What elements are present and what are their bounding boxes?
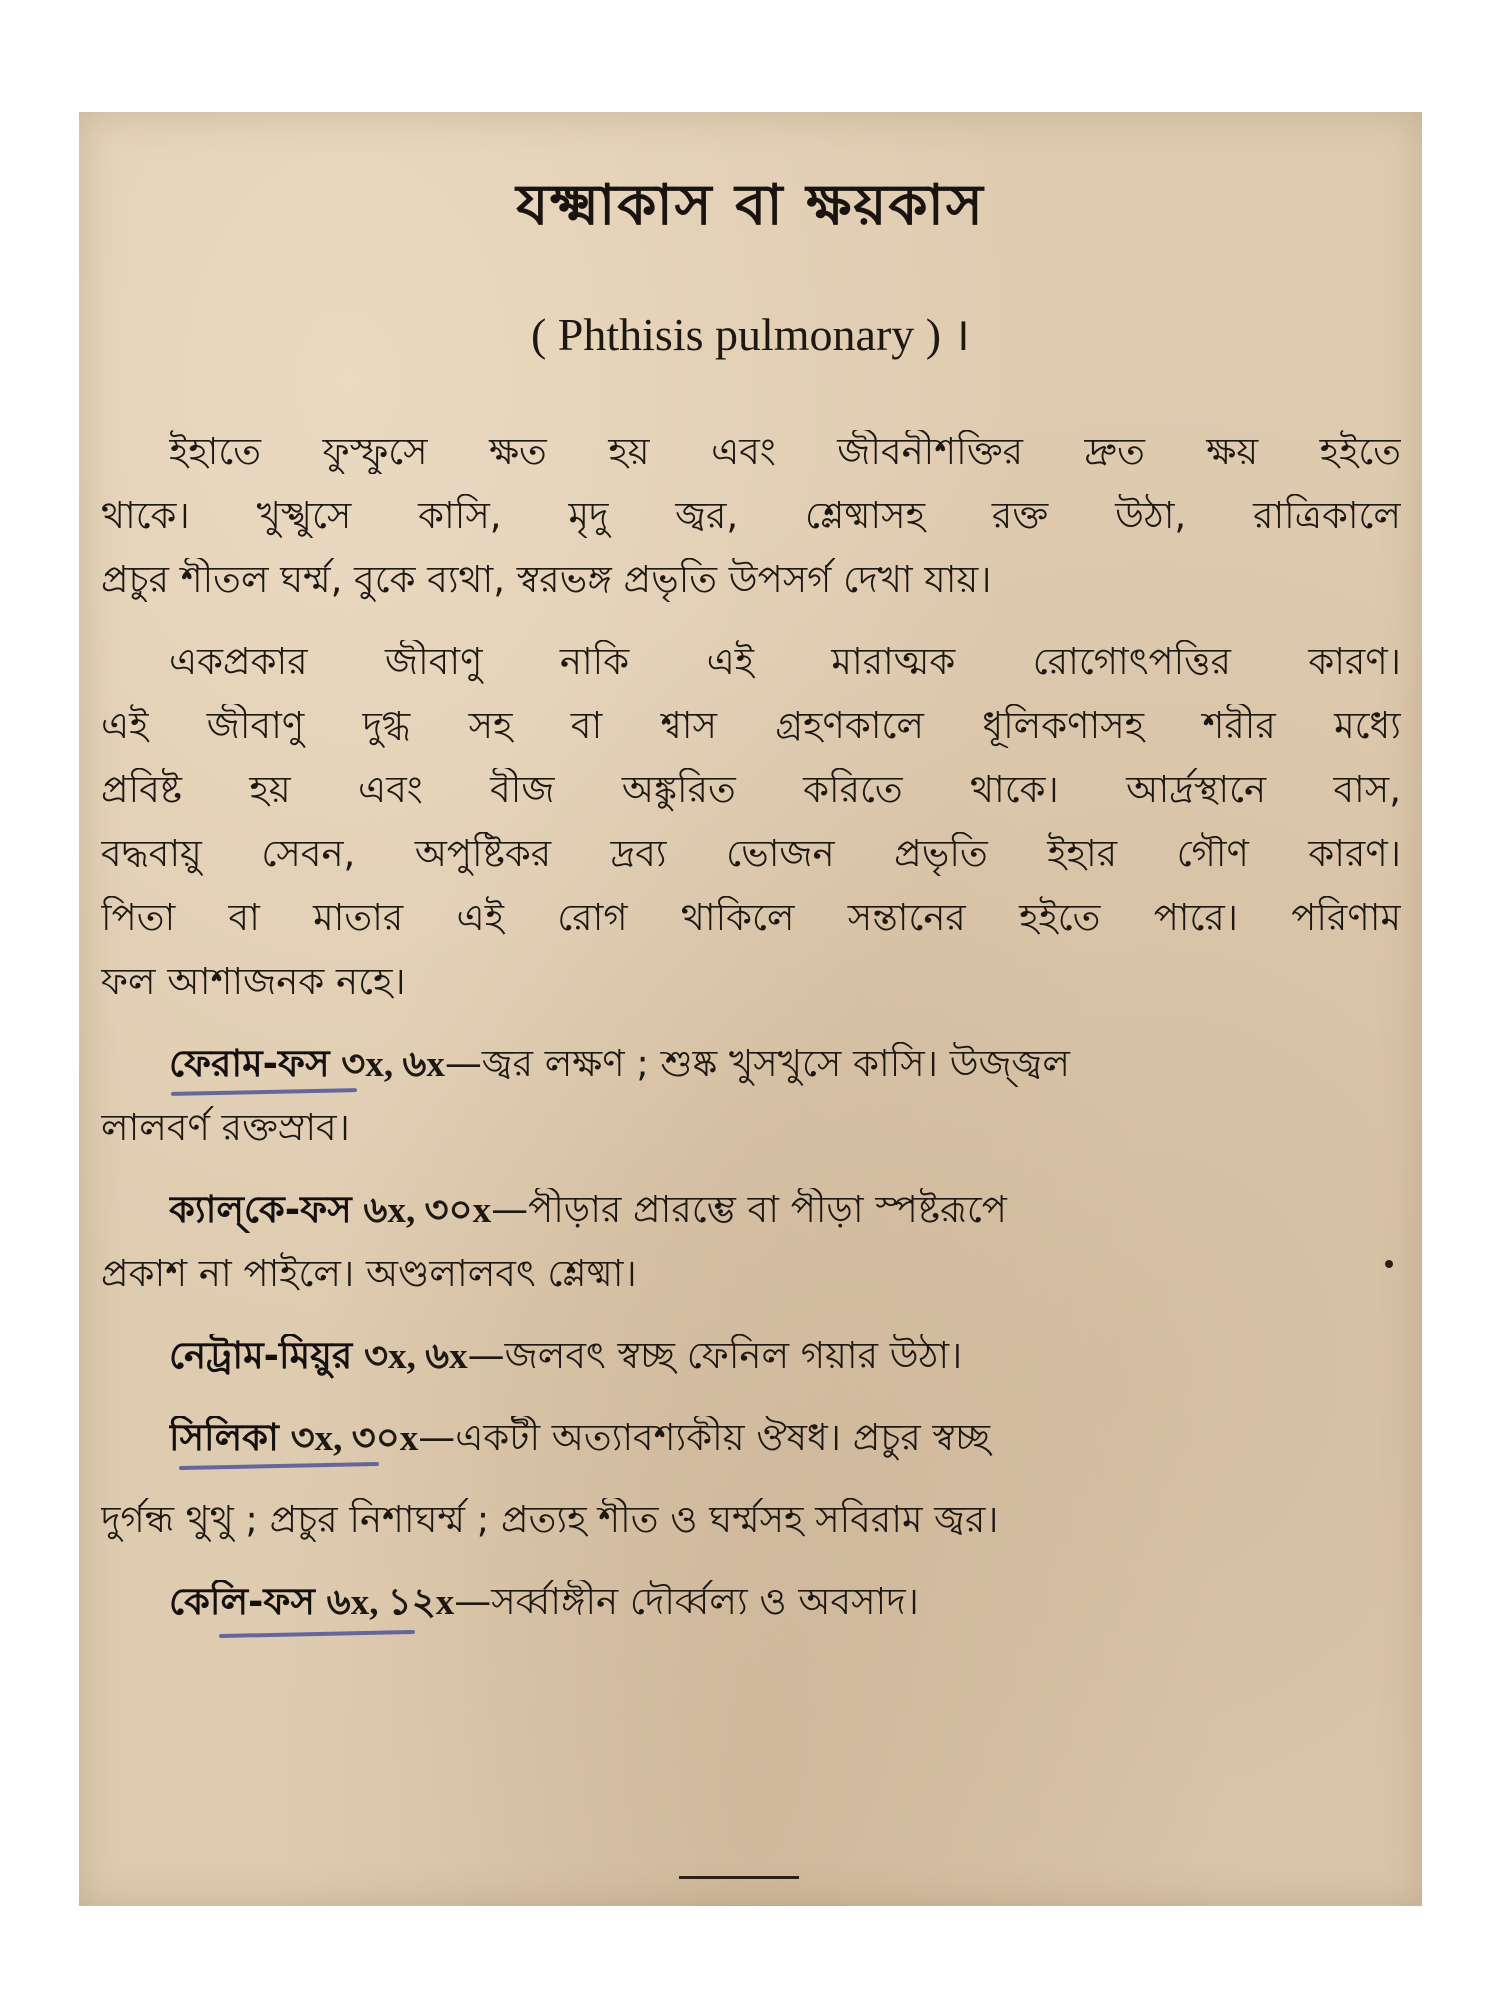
remedy-description: —একটী অত্যাবশ্যকীয় ঔষধ। প্রচুর স্বচ্ছ: [418, 1416, 991, 1459]
remedy-dose: ৬x, ১২x: [326, 1582, 455, 1623]
remedy-description: —জলবৎ স্বচ্ছ ফেনিল গয়ার উঠা।: [467, 1334, 963, 1377]
paragraph2-line5: পিতা বা মাতার এই রোগ থাকিলে সন্তানের হইতে পারে। পরিণাম: [101, 896, 1401, 939]
page-title: যক্ষ্মাকাস বা ক্ষয়কাস: [516, 173, 985, 238]
remedy-entry: [169, 1188, 1401, 1233]
book-page: [79, 112, 1422, 1906]
remedy-dose: ৩x, ৩০x: [290, 1418, 419, 1459]
remedy-description: —জ্বর লক্ষণ ; শুষ্ক খুসখুসে কাসি। উজ্জ্বল: [444, 1042, 1070, 1085]
paragraph1-line2: থাকে। খুস্খুসে কাসি, মৃদু জ্বর, শ্লেষ্মাসহ রক্ত উঠা, রাত্রিকালে: [101, 494, 1401, 537]
remedy-name: ক্যাল্‌কে-ফস: [169, 1188, 352, 1231]
paragraph1-line1: ইহাতে ফুস্ফুসে ক্ষত হয় এবং জীবনীশক্তির দ্রুত ক্ষয় হইতে: [169, 430, 1401, 473]
remedy-entry: [169, 1416, 1401, 1461]
paragraph2-line2: এই জীবাণু দুগ্ধ সহ বা শ্বাস গ্রহণকালে ধূলিকণাসহ শরীর মধ্যে: [101, 704, 1401, 747]
paragraph2-line6: ফল আশাজনক নহে।: [101, 960, 406, 1003]
pen-underline: [219, 1630, 415, 1638]
remedy-entry: [169, 1334, 1401, 1379]
remedy-continuation: লালবর্ণ রক্তস্রাব।: [101, 1106, 350, 1149]
remedy-dose: ৩x, ৬x: [341, 1044, 445, 1085]
remedy-name: নেট্রাম-মিয়ুর: [169, 1334, 353, 1377]
paragraph1-line3: প্রচুর শীতল ঘর্ম্ম, বুকে ব্যথা, স্বরভঙ্গ প্রভৃতি উপসর্গ দেখা যায়।: [101, 558, 992, 601]
page-subtitle: ( Phthisis pulmonary ) ।: [530, 309, 971, 360]
remedy-name: সিলিকা: [169, 1416, 279, 1459]
remedy-description: —পীড়ার প্রারম্ভে বা পীড়া স্পষ্টরূপে: [491, 1188, 1007, 1231]
remedy-name: ফেরাম-ফস: [169, 1042, 330, 1085]
end-rule: [679, 1876, 799, 1879]
remedy-entry: [169, 1042, 1401, 1087]
pen-underline: [179, 1462, 379, 1470]
paragraph2-line1: একপ্রকার জীবাণু নাকি এই মারাত্মক রোগোৎপত্তির কারণ।: [169, 640, 1401, 683]
remedy-continuation: প্রকাশ না পাইলে। অণ্ডলালবৎ শ্লেষ্মা।: [101, 1252, 637, 1295]
remedy-dose: ৩x, ৬x: [364, 1336, 468, 1377]
pen-underline: [171, 1088, 357, 1096]
remedy-description: —সর্ব্বাঙ্গীন দৌর্ব্বল্য ও অবসাদ।: [454, 1580, 919, 1623]
remedy-continuation: দুর্গন্ধ থুথু ; প্রচুর নিশাঘর্ম্ম ; প্রত্যহ শীত ও ঘর্ম্মসহ সবিরাম জ্বর।: [101, 1498, 999, 1541]
remedy-name: কেলি-ফস: [169, 1580, 315, 1623]
paragraph2-line3: প্রবিষ্ট হয় এবং বীজ অঙ্কুরিত করিতে থাকে। আর্দ্রস্থানে বাস,: [101, 768, 1401, 811]
paragraph2-line4: বদ্ধবায়ু সেবন, অপুষ্টিকর দ্রব্য ভোজন প্রভৃতি ইহার গৌণ কারণ।: [101, 832, 1401, 875]
remedy-entry: [169, 1580, 1401, 1625]
remedy-dose: ৬x, ৩০x: [363, 1190, 492, 1231]
